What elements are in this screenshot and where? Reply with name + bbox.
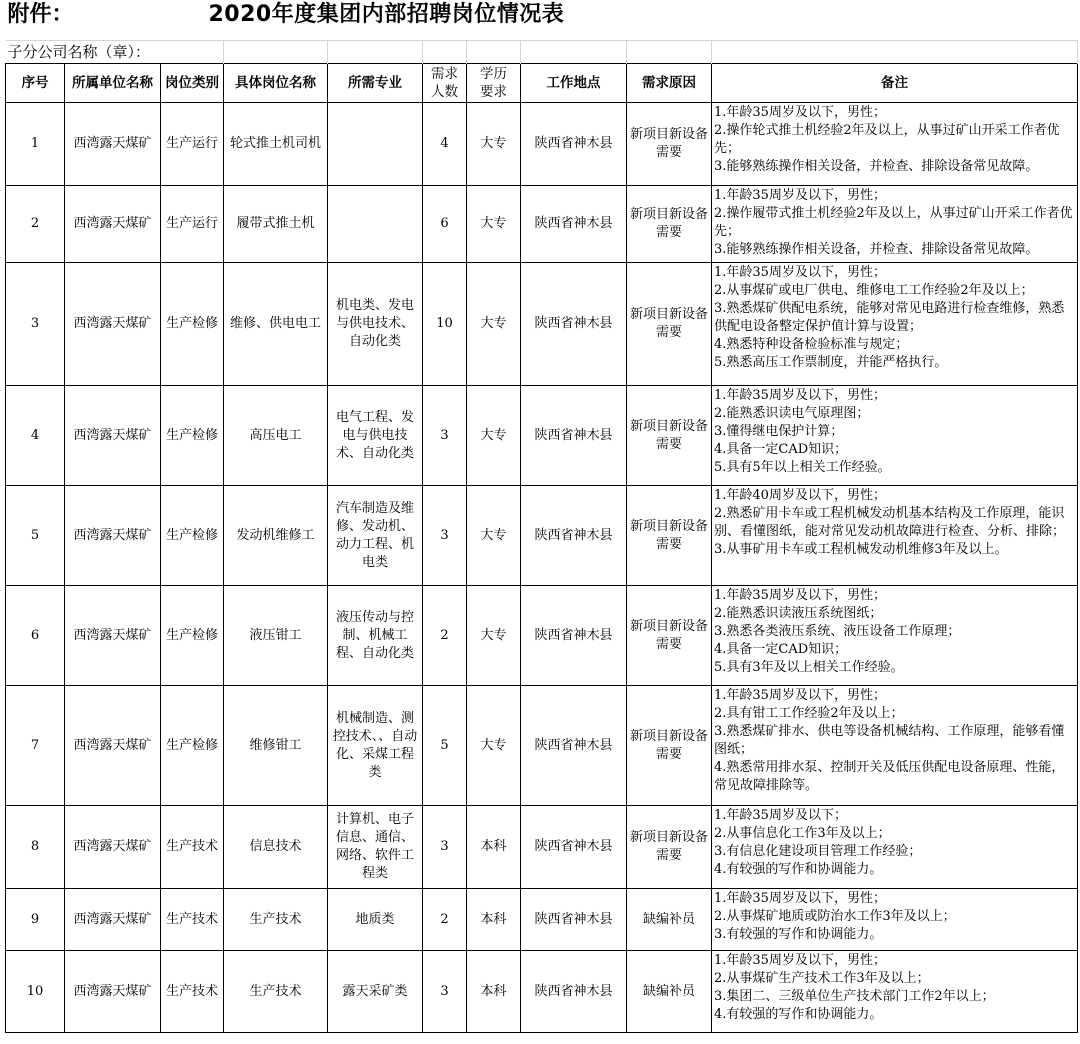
cell-position: 信息技术 <box>224 806 328 889</box>
cell-reason: 新项目新设备需要 <box>627 186 712 263</box>
attachment-label: 附件： <box>7 2 74 27</box>
table-row <box>6 186 1078 263</box>
cell-education: 大专 <box>467 186 521 263</box>
cell-reason: 新项目新设备需要 <box>627 103 712 186</box>
cell-notes <box>712 586 1078 686</box>
cell-position: 发动机维修工 <box>224 486 328 586</box>
cell-headcount: 3 <box>423 806 467 889</box>
empty-cell <box>521 41 627 64</box>
col-header-location: 工作地点 <box>521 64 627 103</box>
note-line: 1.年龄40周岁及以下，男性； <box>714 488 886 503</box>
cell-reason: 新项目新设备需要 <box>627 586 712 686</box>
empty-cell <box>224 41 328 64</box>
cell-position: 生产技术 <box>224 889 328 951</box>
cell-position: 维修钳工 <box>224 686 328 806</box>
col-header-unit: 所属单位名称 <box>65 64 161 103</box>
cell-no: 10 <box>6 951 65 1033</box>
cell-education: 大专 <box>467 386 521 486</box>
cell-major: 电气工程、发电与供电技术、自动化类 <box>328 386 423 486</box>
cell-unit: 西湾露天煤矿 <box>65 951 161 1033</box>
note-line: 1.年龄35周岁及以下，男性； <box>714 188 886 203</box>
empty-cell <box>328 41 423 64</box>
note-line: 3.懂得继电保护计算； <box>714 424 844 439</box>
cell-headcount: 10 <box>423 263 467 386</box>
cell-no: 8 <box>6 806 65 889</box>
cell-notes <box>712 486 1078 586</box>
cell-no: 6 <box>6 586 65 686</box>
cell-location: 陕西省神木县 <box>521 263 627 386</box>
cell-unit: 西湾露天煤矿 <box>65 586 161 686</box>
cell-position: 生产技术 <box>224 951 328 1033</box>
note-line: 3.有信息化建设项目管理工作经验； <box>714 844 922 859</box>
cell-major <box>328 186 423 263</box>
cell-location: 陕西省神木县 <box>521 686 627 806</box>
note-line: 2.能熟悉识读液压系统图纸； <box>714 606 883 621</box>
cell-unit: 西湾露天煤矿 <box>65 263 161 386</box>
cell-unit: 西湾露天煤矿 <box>65 806 161 889</box>
col-header-no: 序号 <box>6 64 65 103</box>
cell-education: 本科 <box>467 951 521 1033</box>
cell-location: 陕西省神木县 <box>521 806 627 889</box>
cell-location: 陕西省神木县 <box>521 951 627 1033</box>
table-row <box>6 103 1078 186</box>
cell-reason: 新项目新设备需要 <box>627 386 712 486</box>
note-line: 1.年龄35周岁及以下； <box>714 808 847 823</box>
note-line: 1.年龄35周岁及以下，男性； <box>714 953 886 968</box>
cell-headcount: 3 <box>423 486 467 586</box>
note-line: 1.年龄35周岁及以下，男性； <box>714 688 886 703</box>
cell-notes <box>712 386 1078 486</box>
cell-headcount: 5 <box>423 686 467 806</box>
col-header-education-line1: 学历 <box>480 66 507 82</box>
cell-category: 生产运行 <box>161 103 224 186</box>
note-line: 4.熟悉常用排水泵、控制开关及低压供配电设备原理、性能，常见故障排除等。 <box>714 760 1065 793</box>
cell-location: 陕西省神木县 <box>521 386 627 486</box>
cell-reason: 新项目新设备需要 <box>627 806 712 889</box>
note-line: 3.有较强的写作和协调能力。 <box>714 927 883 942</box>
note-line: 2.具有钳工工作经验2年及以上； <box>714 706 904 721</box>
note-line: 4.有较强的写作和协调能力。 <box>714 862 883 877</box>
note-line: 4.有较强的写作和协调能力。 <box>714 1007 883 1022</box>
page-title: 2020年度集团内部招聘岗位情况表 <box>208 2 565 27</box>
cell-no: 2 <box>6 186 65 263</box>
note-line: 4.具备一定CAD知识； <box>714 642 848 657</box>
table-row <box>6 263 1078 386</box>
cell-position: 高压电工 <box>224 386 328 486</box>
table-row <box>6 889 1078 951</box>
recruitment-table <box>5 0 1078 1033</box>
note-line: 1.年龄35周岁及以下，男性； <box>714 388 886 403</box>
cell-category: 生产检修 <box>161 586 224 686</box>
table-row <box>6 586 1078 686</box>
title-row <box>6 0 1078 41</box>
cell-no: 3 <box>6 263 65 386</box>
cell-notes <box>712 103 1078 186</box>
note-line: 3.从事矿用卡车或工程机械发动机维修3年及以上。 <box>714 542 1008 557</box>
note-line: 2.从事煤矿生产技术工作3年及以上； <box>714 971 930 986</box>
note-line: 3.熟悉各类液压系统、液压设备工作原理； <box>714 624 961 639</box>
cell-major: 机电类、发电与供电技术、自动化类 <box>328 263 423 386</box>
empty-cell <box>627 41 712 64</box>
note-line: 2.熟悉矿用卡车或工程机械发动机基本结构及工作原理，能识别、看懂图纸，能对常见发动机故障进行检查、分析、排除； <box>714 506 1066 539</box>
table-row <box>6 951 1078 1033</box>
note-line: 4.具备一定CAD知识； <box>714 442 848 457</box>
note-line: 2.从事煤矿或电厂供电、维修电工工作经验2年及以上； <box>714 283 1034 298</box>
table-row <box>6 486 1078 586</box>
empty-cell <box>467 41 521 64</box>
cell-major: 地质类 <box>328 889 423 951</box>
cell-location: 陕西省神木县 <box>521 186 627 263</box>
cell-category: 生产检修 <box>161 486 224 586</box>
cell-reason: 新项目新设备需要 <box>627 486 712 586</box>
cell-notes <box>712 186 1078 263</box>
empty-cell <box>712 41 1078 64</box>
cell-major <box>328 103 423 186</box>
cell-location: 陕西省神木县 <box>521 103 627 186</box>
cell-no: 1 <box>6 103 65 186</box>
note-line: 2.操作轮式推土机经验2年及以上，从事过矿山开采工作者优先； <box>714 123 1060 156</box>
col-header-education <box>467 64 521 103</box>
cell-notes <box>712 889 1078 951</box>
cell-headcount: 2 <box>423 586 467 686</box>
cell-reason: 缺编补员 <box>627 951 712 1033</box>
cell-no: 4 <box>6 386 65 486</box>
table-row <box>6 386 1078 486</box>
col-header-education-line2: 要求 <box>480 84 507 100</box>
title-cell <box>6 0 1078 41</box>
cell-no: 7 <box>6 686 65 806</box>
note-line: 5.具有3年及以上相关工作经验。 <box>714 660 904 675</box>
cell-major: 计算机、电子信息、通信、网络、软件工程类 <box>328 806 423 889</box>
note-line: 3.能够熟练操作相关设备，并检查、排除设备常见故障。 <box>714 159 1039 174</box>
cell-major: 机械制造、测控技术、、自动化、采煤工程类 <box>328 686 423 806</box>
note-line: 1.年龄35周岁及以下，男性； <box>714 891 886 906</box>
note-line: 2.能熟悉识读电气原理图； <box>714 406 870 421</box>
cell-headcount: 6 <box>423 186 467 263</box>
cell-headcount: 2 <box>423 889 467 951</box>
note-line: 3.熟悉煤矿供配电系统，能够对常见电路进行检查维修，熟悉供配电设备整定保护值计算与设置； <box>714 301 1065 334</box>
cell-major: 露天采矿类 <box>328 951 423 1033</box>
note-line: 1.年龄35周岁及以下，男性； <box>714 265 886 280</box>
cell-headcount: 4 <box>423 103 467 186</box>
cell-category: 生产技术 <box>161 806 224 889</box>
cell-unit: 西湾露天煤矿 <box>65 103 161 186</box>
note-line: 2.从事信息化工作3年及以上； <box>714 826 891 841</box>
cell-category: 生产技术 <box>161 889 224 951</box>
col-header-major: 所需专业 <box>328 64 423 103</box>
cell-education: 本科 <box>467 889 521 951</box>
cell-location: 陕西省神木县 <box>521 889 627 951</box>
col-header-headcount-line1: 需求 <box>431 66 458 82</box>
cell-category: 生产检修 <box>161 386 224 486</box>
note-line: 3.集团二、三级单位生产技术部门工作2年以上； <box>714 989 995 1004</box>
note-line: 4.熟悉特种设备检验标准与规定； <box>714 337 909 352</box>
col-header-headcount-line2: 人数 <box>431 84 458 100</box>
table-row <box>6 806 1078 889</box>
note-line: 5.熟悉高压工作票制度，并能严格执行。 <box>714 355 948 370</box>
cell-location: 陕西省神木县 <box>521 486 627 586</box>
cell-major: 汽车制造及维修、发动机、动力工程、机电类 <box>328 486 423 586</box>
col-header-reason: 需求原因 <box>627 64 712 103</box>
cell-unit: 西湾露天煤矿 <box>65 386 161 486</box>
cell-unit: 西湾露天煤矿 <box>65 186 161 263</box>
company-name-label: 子分公司名称（章）： <box>6 41 224 64</box>
cell-education: 大专 <box>467 486 521 586</box>
cell-no: 9 <box>6 889 65 951</box>
table-header-row <box>6 64 1078 103</box>
cell-reason: 新项目新设备需要 <box>627 686 712 806</box>
note-line: 3.熟悉煤矿排水、供电等设备机械结构、工作原理，能够看懂图纸； <box>714 724 1065 757</box>
cell-education: 大专 <box>467 586 521 686</box>
cell-headcount: 3 <box>423 951 467 1033</box>
cell-category: 生产技术 <box>161 951 224 1033</box>
cell-notes <box>712 951 1078 1033</box>
table-row <box>6 686 1078 806</box>
cell-unit: 西湾露天煤矿 <box>65 686 161 806</box>
note-line: 1.年龄35周岁及以下，男性； <box>714 588 886 603</box>
cell-category: 生产检修 <box>161 686 224 806</box>
note-line: 1.年龄35周岁及以下，男性； <box>714 105 886 120</box>
cell-education: 大专 <box>467 686 521 806</box>
note-line: 2.从事煤矿地质或防治水工作3年及以上； <box>714 909 956 924</box>
cell-reason: 新项目新设备需要 <box>627 263 712 386</box>
note-line: 3.能够熟练操作相关设备，并检查、排除设备常见故障。 <box>714 242 1039 257</box>
cell-notes <box>712 806 1078 889</box>
cell-category: 生产运行 <box>161 186 224 263</box>
cell-reason: 缺编补员 <box>627 889 712 951</box>
cell-notes <box>712 263 1078 386</box>
cell-major: 液压传动与控制、机械工程、自动化类 <box>328 586 423 686</box>
cell-education: 大专 <box>467 103 521 186</box>
cell-unit: 西湾露天煤矿 <box>65 486 161 586</box>
cell-position: 维修、供电电工 <box>224 263 328 386</box>
col-header-category: 岗位类别 <box>161 64 224 103</box>
cell-location: 陕西省神木县 <box>521 586 627 686</box>
cell-category: 生产检修 <box>161 263 224 386</box>
empty-cell <box>423 41 467 64</box>
col-header-position: 具体岗位名称 <box>224 64 328 103</box>
company-row <box>6 41 1078 64</box>
cell-no: 5 <box>6 486 65 586</box>
cell-education: 大专 <box>467 263 521 386</box>
col-header-headcount <box>423 64 467 103</box>
cell-position: 轮式推土机司机 <box>224 103 328 186</box>
note-line: 2.操作履带式推土机经验2年及以上，从事过矿山开采工作者优先； <box>714 206 1073 239</box>
cell-education: 本科 <box>467 806 521 889</box>
cell-unit: 西湾露天煤矿 <box>65 889 161 951</box>
note-line: 5.具有5年以上相关工作经验。 <box>714 460 891 475</box>
cell-notes <box>712 686 1078 806</box>
cell-position: 液压钳工 <box>224 586 328 686</box>
cell-headcount: 3 <box>423 386 467 486</box>
col-header-notes: 备注 <box>712 64 1078 103</box>
cell-position: 履带式推土机 <box>224 186 328 263</box>
